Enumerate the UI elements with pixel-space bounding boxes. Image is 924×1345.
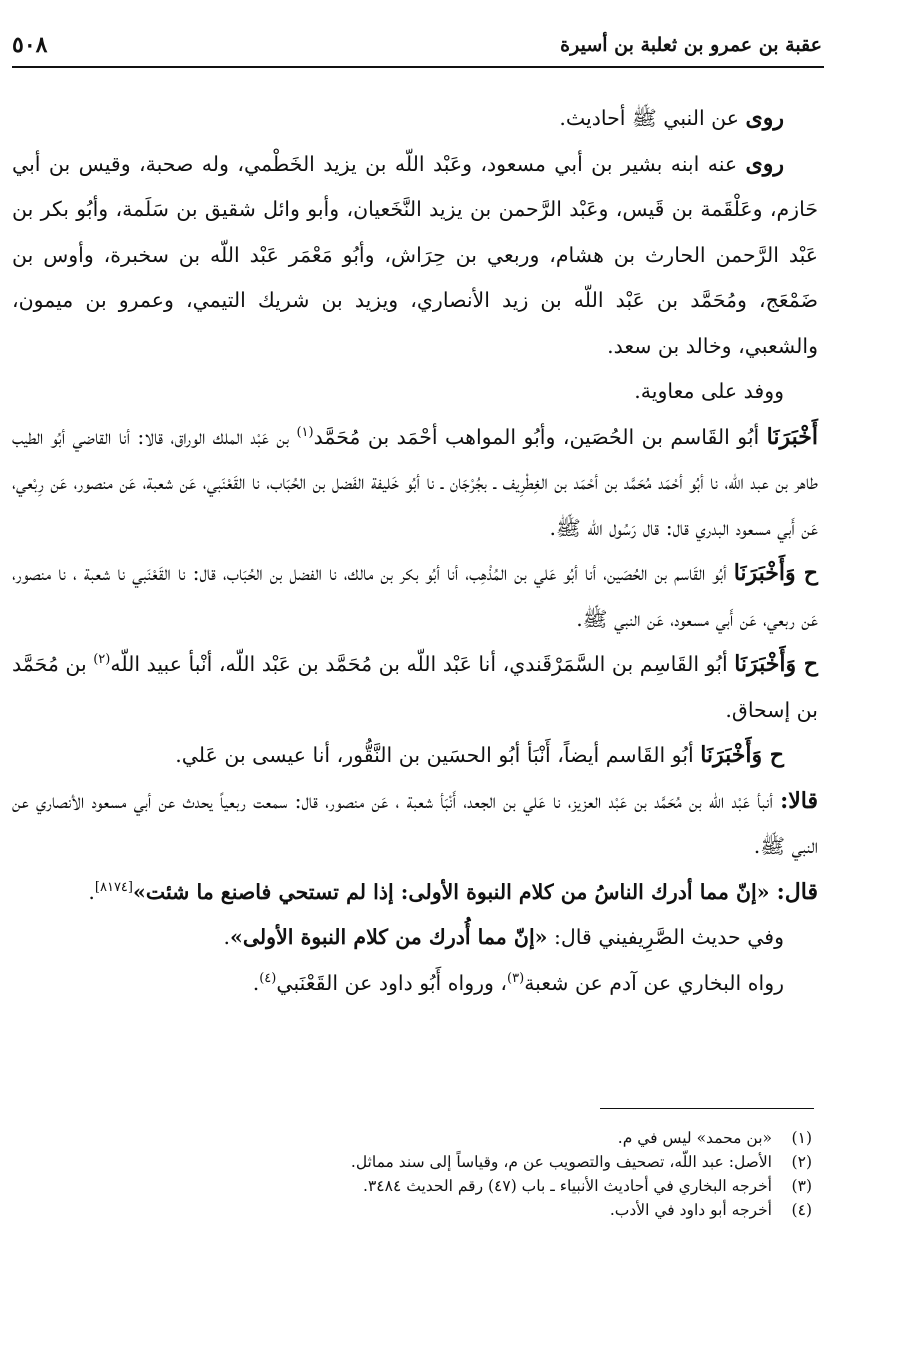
header-title: عقبة بن عمرو بن ثعلبة بن أسيرة	[560, 34, 822, 56]
paragraph-3	[12, 369, 818, 415]
keyword: روى	[745, 105, 784, 131]
paragraph-10	[12, 915, 818, 961]
footnote-text: «بن محمد» ليس في م.	[617, 1129, 772, 1147]
header-rule	[12, 66, 824, 68]
paragraph-text: بن عَبْد الملك الوراق، قالا: أنا القاضي أبُو الطيب طاهر بن عبد اللّه، نا أبُو أحْمَد مُحَمَّد بن أحْمَد بن الغِطْرِيف ـ بجُرْجَان ـ نا أبُو خَليفة الفَضل بن الحُبَاب، نا القَعْنَبي، عَن شعبة، عَن منصور، عَن رِبْعي، عَن أَبي مسعود البدري قال: قال رَسُول اللّه ﷺ.	[12, 424, 818, 540]
footnote-text: أخرجه أبو داود في الأدب.	[609, 1201, 772, 1219]
keyword: أَخْبَرَنَا	[766, 423, 818, 450]
keyword: ح وَأَخْبَرَنَا	[734, 651, 818, 677]
paragraph-text: عنه ابنه بشير بن أبي مسعود، وعَبْد اللّه بن يزيد الخَطْمي، وله صحبة، وقيس بن أبي حَازم، وعَلْقَمة بن قَيس، وعَبْد الرَّحمن بن يزيد النَّخَعيان، وأبو وائل شقيق بن سَلَمة، وأبُو بكر بن عَبْد الرَّحمن الحارث بن هشام، وربعي بن حِرَاش، وأبُو مَعْمَر عَبْد اللّه بن سخبرة، وأوس بن ضَمْعَج، ومُحَمَّد بن عَبْد اللّه بن زيد الأنصاري، ويزيد بن شريك التيمي، وعمرو بن ميمون، والشعبي، وخالد بن سعد.	[12, 151, 818, 358]
hadith-text: «إنّ مما أُدرك من كلام النبوة الأولى»	[230, 925, 548, 949]
footnotes	[200, 1126, 812, 1222]
footnote-number: (٢)	[791, 1153, 812, 1171]
paragraph-9	[12, 870, 818, 916]
footnote	[200, 1174, 812, 1198]
footnote-ref: (٤)	[259, 970, 277, 986]
paragraph-7	[12, 733, 818, 779]
keyword: قالا:	[780, 787, 818, 814]
footnote-text: أخرجه البخاري في أحاديث الأنبياء ـ باب (٤٧) رقم الحديث ٣٤٨٤.	[363, 1177, 772, 1195]
paragraph-6	[12, 642, 818, 733]
paragraph-5	[12, 551, 818, 642]
keyword: روى	[745, 150, 784, 177]
footnote-number: (١)	[791, 1129, 812, 1147]
keyword: قال:	[776, 878, 818, 905]
hadith-text: «إنّ مما أدرك الناسُ من كلام النبوة الأولى: إذا لم تستحي فاصنع ما شئت»	[133, 879, 777, 904]
paragraph-2	[12, 142, 818, 370]
footnote	[200, 1198, 812, 1222]
footnote-number: (٣)	[791, 1177, 812, 1195]
paragraph-text: رواه البخاري عن آدم عن شعبة	[524, 970, 784, 995]
paragraph-1	[12, 96, 818, 142]
keyword: ح وَأَخْبَرَنَا	[700, 742, 784, 768]
hadith-number: [٨١٧٤]	[94, 879, 133, 895]
paragraph-text: أبُو القَاسِم بن السَّمَرْقَندي، أنا عَبْد اللّه بن مُحَمَّد بن عَبْد اللّه، أنْبأ عبيد اللّه	[110, 652, 735, 676]
paragraph-text: أنبأ عَبْد اللّه بن مُحَمَّد بن عَبْد العزيز، نا عَلي بن الجعد، أَنْبَأ شعبة ، عَن منصور، قال: سمعت ربعياً يحدث عن أبي مسعود الأنصاري عن النبي ﷺ.	[12, 788, 818, 858]
footnote	[200, 1150, 812, 1174]
punctuation: .	[223, 925, 231, 949]
footnote-ref: (١)	[296, 424, 314, 440]
paragraph-11	[12, 961, 818, 1007]
paragraph-text: أبُو القَاسم بن الحُصَين، وأبُو المواهب أحْمَد بن مُحَمَّد	[313, 424, 767, 449]
main-text	[12, 96, 818, 1006]
footnote-ref: (٢)	[93, 652, 111, 668]
paragraph-text: عن النبي ﷺ أحاديث.	[559, 106, 746, 130]
footnote-ref: (٣)	[507, 970, 525, 986]
paragraph-8	[12, 779, 818, 870]
running-header	[12, 22, 822, 62]
paragraph-4	[12, 415, 818, 552]
paragraph-text: ووفد على معاوية.	[634, 379, 784, 403]
paragraph-text: وفي حديث الصَّرِيفيني قال:	[547, 925, 784, 949]
keyword: ح وَأَخْبَرَنَا	[733, 560, 818, 586]
paragraph-text: بن مُحَمَّد بن إسحاق.	[12, 652, 818, 722]
page-number: ٥٠٨	[12, 32, 48, 58]
punctuation: .	[88, 879, 95, 904]
footnote	[200, 1126, 812, 1150]
footnote-rule	[600, 1108, 814, 1109]
paragraph-text: ، ورواه أَبُو داود عن القَعْنَبي	[276, 970, 508, 995]
punctuation: .	[252, 970, 260, 995]
footnote-text: الأصل: عبد اللّه، تصحيف والتصويب عن م، وقياساً إلى سند مماثل.	[350, 1153, 772, 1171]
footnote-number: (٤)	[791, 1201, 812, 1219]
paragraph-text: أبُو القَاسم أيضاً، أَنْبَأ أبُو الحسَين بن النَّقُّور، أنا عيسى بن عَلي.	[175, 743, 701, 767]
paragraph-text: أبُو القَاسم بن الحُصَين، أنا أبُو عَلي بن المُذْهِب، أنا أبُو بكر بن مالك، نا الفضل بن الحُبَاب، قال: نا القَعْنَبي نا شعبة ، نا منصور، عَن ربعي، عَن أَبي مسعود، عَن النبي ﷺ.	[12, 561, 818, 631]
